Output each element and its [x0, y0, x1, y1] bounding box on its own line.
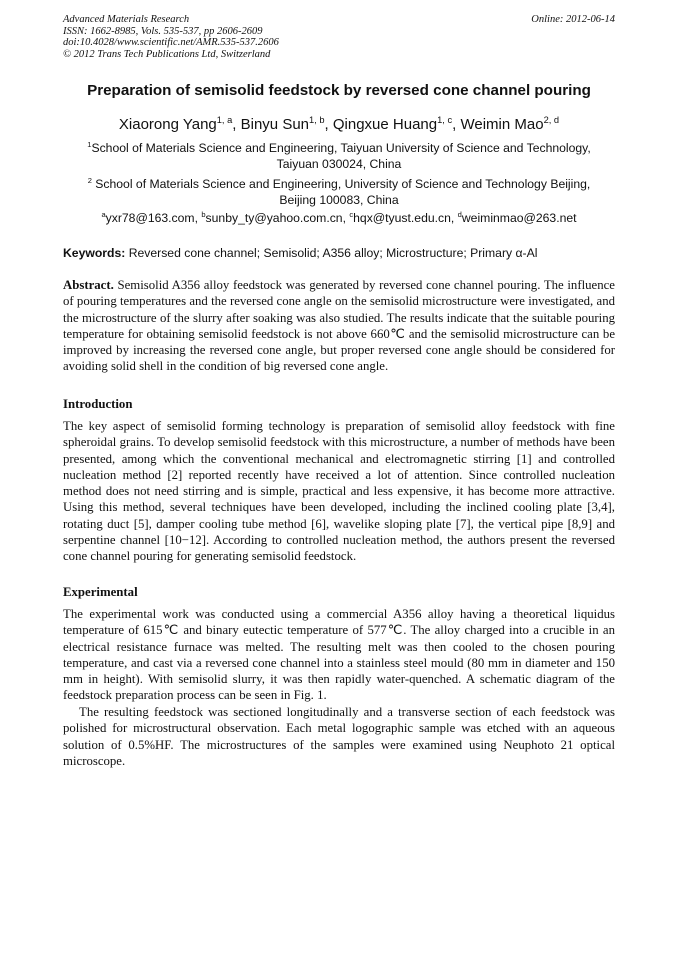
author-name: Binyu Sun [240, 116, 310, 133]
author-sup: 1, b [309, 115, 325, 125]
author-name: Qingxue Huang [332, 116, 438, 133]
email-address: hqx@tyust.edu.cn [353, 211, 451, 226]
email-address: yxr78@163.com [105, 211, 195, 226]
copyright-line: © 2012 Trans Tech Publications Ltd, Switzerland [63, 48, 271, 60]
paper-title: Preparation of semisolid feedstock by reversed cone channel pouring [87, 82, 591, 99]
author-sup: 1, c [437, 115, 453, 125]
author-sup: 1, a [216, 115, 233, 125]
email-sup: d [457, 210, 462, 219]
doi-line: doi:10.4028/www.scientific.net/AMR.535-537.2606 [63, 37, 279, 48]
journal-name: Advanced Materials Research [63, 14, 190, 25]
email-list: $^a$yxr78@163.com, $^b$sunby_ty@yahoo.com.cn, $^c$hqx@tyust.edu.cn, $^d$weiminmao@263.net [101, 210, 577, 226]
section-heading-introduction: Introduction [63, 397, 133, 411]
experimental-paragraph-1 [63, 606, 615, 704]
email-sup: a [101, 210, 106, 219]
introduction-paragraph [63, 418, 615, 565]
affiliation-line: Taiyuan 030024, China [276, 157, 402, 172]
paragraph-text: The resulting feedstock was sectioned longitudinally and a transverse section of each feedstock was polished for microstructural observation. Each metal logographic sample was etched with an aqueous solution of 0.5%HF. The microstructures of the samples were examined using Neuphoto 21 optical microscope. [63, 705, 615, 768]
online-date: Online: 2012-06-14 [531, 14, 615, 25]
email-sup: b [201, 210, 206, 219]
email-address: weiminmao@263.net [461, 211, 577, 226]
paragraph-text: The key aspect of semisolid forming technology is preparation of semisolid alloy feedstock with fine spheroidal grains. To develop semisolid feedstock with this microstructure, a number of methods have been presented, among which the conventional mechanical and electromagnetic stirring [1] and controlled nucleation method [2] reported recently have received a lot of attention. Since controlled nucleation method does not need stirring and is simple, practical and less expensive, it has become more attractive. Using this method, several techniques have been developed, including the inclined cooling plate [3,4], rotating duct [5], damper cooling tube method [6], wavelike sloping plate [7], the vertical pipe [8,9] and serpentine channel [10−12]. According to controlled nucleation method, the authors present the reversed cone channel pouring for generating semisolid feedstock. [63, 419, 615, 564]
author-name: Xiaorong Yang [118, 116, 217, 133]
issn-line: ISSN: 1662-8985, Vols. 535-537, pp 2606-2609 [63, 25, 263, 37]
abstract [63, 277, 615, 375]
affiliation-sup: 2 [87, 176, 92, 185]
keywords-label: Keywords: [63, 246, 126, 260]
affiliation-2 [60, 173, 618, 208]
affiliation-line: School of Materials Science and Engineering, University of Science and Technology Beijing, [91, 177, 591, 192]
experimental-paragraph-2 [63, 704, 615, 769]
keywords-text: Reversed cone channel; Semisolid; A356 alloy; Microstructure; Primary α-Al [125, 246, 538, 260]
keywords [63, 246, 615, 260]
affiliation-line: School of Materials Science and Engineering, Taiyuan University of Science and Technology, [91, 141, 591, 156]
email-address: sunby_ty@yahoo.com.cn [205, 211, 343, 226]
author-sup: 2, d [543, 115, 560, 125]
journal-header [63, 14, 615, 60]
affiliation-1 [60, 137, 618, 172]
abstract-text: Semisolid A356 alloy feedstock was generated by reversed cone channel pouring. The influence of pouring temperatures and the reversed cone angle on the semisolid microstructure were investigated, and the microstructure of the slurry after soaking was also studied. The results indicate that the suitable pouring temperature for obtaining semisolid feedstock is not above 660℃ and the semisolid microstructure can be improved by increasing the reversed cone angle, but proper reversed cone angle should be considered for avoiding solid shell in the condition of big reversed cone angle. [63, 278, 615, 374]
author-name: Weimin Mao [460, 116, 544, 133]
paragraph-text: The experimental work was conducted using a commercial A356 alloy having a theoretical liquidus temperature of 615℃ and binary eutectic temperature of 577℃. The alloy charged into a crucible in an electrical resistance furnace was melted. The resulting melt was then cooled to the chosen pouring temperature, and cast via a reversed cone channel into a stainless steel mould (80 mm in diameter and 150 mm in height). With semisolid slurry, it was then rapidly water-quenched. A schematic diagram of the feedstock preparation process can be seen in Fig. 1. [63, 607, 615, 703]
section-heading-experimental: Experimental [63, 585, 138, 599]
email-sup: c [349, 210, 354, 219]
abstract-label: Abstract. [63, 278, 114, 292]
affiliation-sup: 1 [87, 140, 92, 149]
author-list: Xiaorong Yang$^{1, a}$, Binyu Sun$^{1, b}$, Qingxue Huang$^{1, c}$, Weimin Mao$^{2, d}$ [118, 115, 560, 133]
affiliation-line: Beijing 100083, China [279, 193, 399, 208]
